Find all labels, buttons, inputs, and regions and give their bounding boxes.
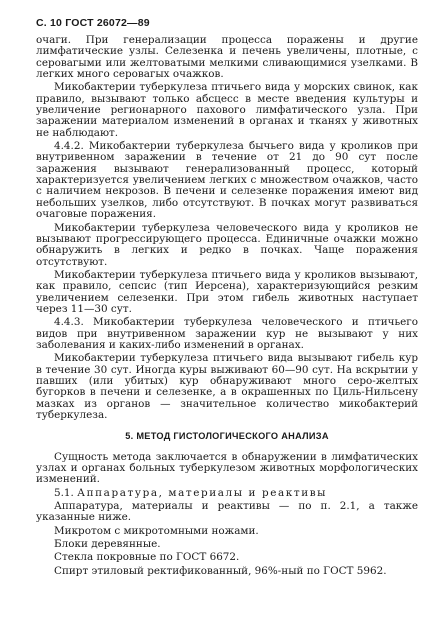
list-item: Микротом с микротомными ножами. <box>54 524 259 537</box>
paragraph: Микобактерии туберкулеза человеческого вида у кроликов не вызывают прогрессирующего процесса. Единичные очажки можно обнаружить в легких и редко в почках. Чаще поражения отсутствуют. <box>36 221 418 268</box>
paragraph: 4.4.3. Микобактерии туберкулеза человеческого и птичьего видов при внутривенном заражении кур не вызывают у них заболевания и каких-либо изменений в органах. <box>36 316 418 351</box>
document-body <box>36 35 418 579</box>
subsection-number: 5.1. <box>54 486 74 499</box>
paragraph: 4.4.2. Микобактерии туберкулеза бычьего вида у кроликов при внутривенном заражении в течение от 21 до 90 сут после заражения вызывают генерализованный процесс, который характеризуется увеличением легких с множеством очажков, часто с наличием некрозов. В печени и селезенке поражения имеют вид небольших узелков, либо отсутствуют. В почках могут развиваться очаговые поражения. <box>36 140 418 221</box>
list-item: Стекла покровные по ГОСТ 6672. <box>54 551 240 564</box>
paragraph: очаги. При генерализации процесса поражены и другие лимфатические узлы. Селезенка и печень увеличены, плотные, с серовагыми или желтоватыми мелкими сливающимися узелками. В легких много серовагых очажков. <box>36 34 418 81</box>
paragraph: Микобактерии туберкулеза птичьего вида вызывают гибель кур в течение 30 сут. Иногда куры выживают 60—90 сут. На вскрытии у павших (или убитых) кур обнаруживают много серо-желтых бугорков в печени и селезенке, а в окрашенных по Циль-Нильсену мазках из органов — значительное количество микобактерий туберкулеза. <box>36 352 418 421</box>
subsection-heading <box>36 488 418 499</box>
paragraph: Сущность метода заключается в обнаружении в лимфатических узлах и органах больных туберкулезом животных морфологических изменений. <box>36 450 418 486</box>
subsection-title: Аппаратура, материалы и реактивы <box>77 486 328 499</box>
paragraph: Аппаратура, материалы и реактивы — по п. 2.1, а также указанные ниже. <box>36 500 418 524</box>
page-header: С. 10 ГОСТ 26072—89 <box>36 17 150 29</box>
paragraph: Микобактерии туберкулеза птичьего вида у морских свинок, как правило, вызывают только абсцесс в месте введения культуры и увеличение регионарного пахового лимфатического узла. При заражении материалом изменений в органах и тканях у животных не наблюдают. <box>36 81 418 139</box>
list-item: Спирт этиловый ректификованный, 96%-ный по ГОСТ 5962. <box>54 564 387 577</box>
section-heading: 5. МЕТОД ГИСТОЛОГИЧЕСКОГО АНАЛИЗА <box>125 431 329 442</box>
paragraph: Микобактерии туберкулеза птичьего вида у кроликов вызывают, как правило, сепсис (тип Иерсена), характеризующийся резким увеличением селезенки. При этом гибель животных наступает через 11—30 сут. <box>36 268 418 315</box>
list-item: Блоки деревянные. <box>54 538 161 551</box>
